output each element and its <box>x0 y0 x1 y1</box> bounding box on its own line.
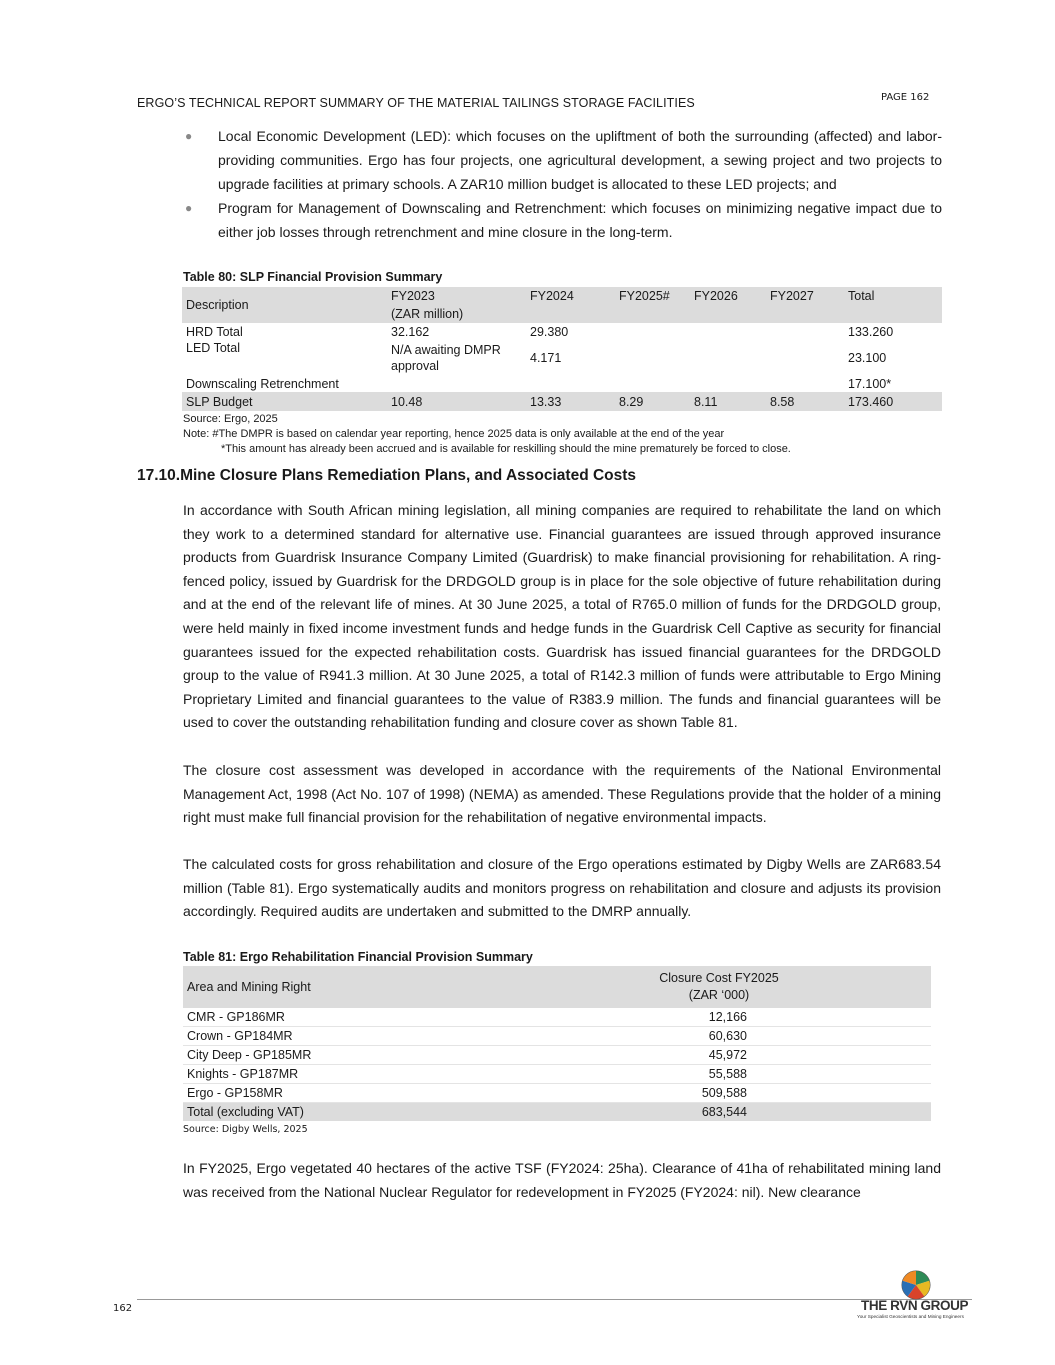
table80-header-fy2024: FY2024 <box>526 287 615 323</box>
table80-header-fy2023: FY2023 (ZAR million) <box>387 287 526 323</box>
table-row-total: Total (excluding VAT) 683,544 <box>183 1103 931 1122</box>
paragraph-vegetation: In FY2025, Ergo vegetated 40 hectares of the active TSF (FY2024: 25ha). Clearance of 41ha of rehabilitated mining land was received from the National Nuclear Regulator for redevelopment in FY2025 (FY2024: nil). New clearance <box>183 1160 941 1200</box>
rvn-logo-tagline: Your Specialist Geoscientists and Mining Engineers <box>857 1314 964 1319</box>
table80-header-fy2025: FY2025# <box>615 287 690 323</box>
table80-header-total: Total <box>844 287 942 323</box>
paragraph-nema: The closure cost assessment was developed in accordance with the requirements of the National Environmental Management Act, 1998 (Act No. 107 of 1998) (NEMA) as amended. These Regulations provide that the holder of a mining right must make full financial provision for the rehabilitation of negative environmental impacts. <box>183 762 941 826</box>
table81-header-cost: Closure Cost FY2025 (ZAR ‘000) <box>603 966 931 1008</box>
table80-caption: Table 80: SLP Financial Provision Summary <box>183 270 443 284</box>
table80-header-fy2027: FY2027 <box>766 287 844 323</box>
table81-source: Source: Digby Wells, 2025 <box>183 1124 308 1135</box>
table81-header-row <box>183 966 931 1008</box>
section-heading: 17.10.Mine Closure Plans Remediation Plans, and Associated Costs <box>137 467 637 484</box>
header-page-label: PAGE 162 <box>881 92 930 103</box>
footer-page-number: 162 <box>113 1303 133 1314</box>
bullet-item-downscaling: ● Program for Management of Downscaling and Retrenchment: which focuses on minimizing negative impact due to either job losses through retrenchment and mine closure in the long-term. <box>185 196 942 244</box>
table80-note1: Note: #The DMPR is based on calendar year reporting, hence 2025 data is only available at the end of the year <box>183 428 725 440</box>
table-row: Ergo - GP158MR 509,588 <box>183 1084 931 1103</box>
table-row: Knights - GP187MR 55,588 <box>183 1065 931 1084</box>
table-row: CMR - GP186MR 12,166 <box>183 1008 931 1027</box>
table81-header-area: Area and Mining Right <box>183 966 603 1008</box>
bullet-list <box>185 124 942 244</box>
bullet-dot-icon: ● <box>185 129 193 143</box>
table-row: SLP Budget 10.48 13.33 8.29 8.11 8.58 173.460 <box>182 392 942 411</box>
table-row: City Deep - GP185MR 45,972 <box>183 1046 931 1065</box>
bullet-dot-icon: ● <box>185 201 193 215</box>
table80-header-description: Description <box>182 287 387 323</box>
table-row: Crown - GP184MR 60,630 <box>183 1027 931 1046</box>
footer-divider <box>137 1299 972 1300</box>
table-row: HRD Total 32.162 29.380 133.260 <box>186 325 894 339</box>
table80-source: Source: Ergo, 2025 <box>183 413 278 425</box>
table-row: Downscaling Retrenchment 17.100* <box>186 376 892 391</box>
bullet-item-led: ● Local Economic Development (LED): which focuses on the upliftment of both the surrounding (affected) and labor-providing communities. Ergo has four projects, one agricultural development, a sewing project and two projects to upgrade facilities at primary schools. A ZAR10 million budget is allocated to these LED projects; and <box>185 124 942 196</box>
report-header-title: ERGO’S TECHNICAL REPORT SUMMARY OF THE MATERIAL TAILINGS STORAGE FACILITIES <box>137 96 695 110</box>
table81 <box>183 966 931 1121</box>
table80-note2: *This amount has already been accrued and is available for reskilling should the mine prematurely be forced to close. <box>221 443 791 455</box>
table81-caption: Table 81: Ergo Rehabilitation Financial Provision Summary <box>183 950 533 964</box>
table-row: LED Total N/A awaiting DMPR approval 4.171 23.100 <box>186 341 887 373</box>
table80-header-row <box>182 287 942 323</box>
paragraph-guardrisk: In accordance with South African mining legislation, all mining companies are required to rehabilitate the land on which they work to a determined standard for alternative use. Financial guarantees are issued through approved insurance products from Guardrisk Insurance Company Limited (Guardrisk) to make financial provisioning for rehabilitation. A ring-fenced policy, issued by Guardrisk for the DRDGOLD group is in place for the sole objective of future rehabilitation during and at the end of the relevant life of mines. At 30 June 2025, a total of R765.0 million of funds for the DRDGOLD group, were held mainly in fixed income investment funds and hedge funds in the Guardrisk Cell Captive as security for financial guarantees issued for the expected rehabilitation costs. Guardrisk has issued financial guarantees for the DRDGOLD group to the value of R941.3 million. At 30 June 2025, a total of R142.3 million of funds were attributable to Ergo Mining Proprietary Limited and financial guarantees to the value of R383.9 million. The funds and financial guarantees will be used to cover the outstanding rehabilitation funding and closure cover as shown Table 81. <box>183 502 941 731</box>
rvn-logo-name: THE RVN GROUP <box>861 1298 969 1313</box>
table80 <box>182 287 942 411</box>
paragraph-digby-wells: The calculated costs for gross rehabilitation and closure of the Ergo operations estimated by Digby Wells are ZAR683.54 million (Table 81). Ergo systematically audits and monitors progress on rehabilitation and closure and adjusts its provision accordingly. Required audits are undertaken and submitted to the DMRP annually. <box>183 856 941 920</box>
rvn-logo-icon <box>901 1270 931 1300</box>
table80-header-fy2026: FY2026 <box>690 287 766 323</box>
